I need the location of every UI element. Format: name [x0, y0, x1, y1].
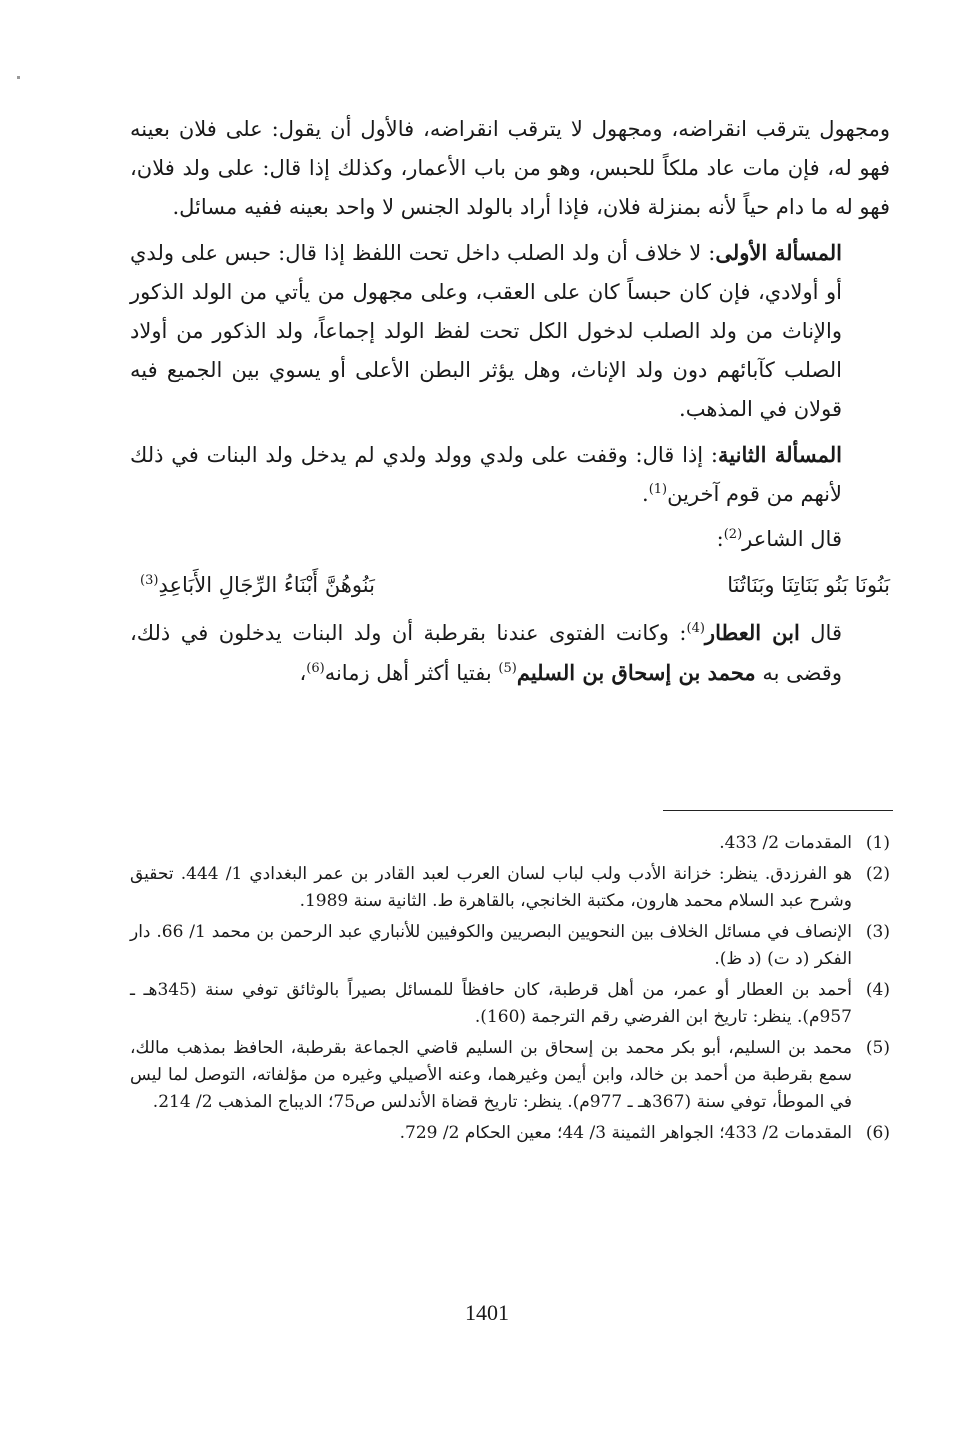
- footnote-separator: [663, 810, 893, 811]
- footnote-ref-6: (6): [306, 661, 325, 676]
- footnote-item: [130, 1035, 890, 1116]
- footnote-ref-1: (1): [648, 482, 668, 497]
- paragraph-3-text: : إذا قال: وقفت على ولدي وولد ولدي لم يدخل ولد البنات في ذلك لأنهم من قوم آخرين: [130, 443, 842, 506]
- footnote-number: (1): [865, 833, 890, 853]
- footnote-item: [130, 919, 890, 973]
- footnote-number: (2): [865, 864, 890, 884]
- main-text: [130, 110, 890, 699]
- poem-verse: [130, 565, 890, 605]
- footnote-ref-2: (2): [723, 527, 743, 542]
- page-number: 1401: [465, 1300, 509, 1325]
- paragraph-5-lead: قال: [799, 621, 842, 645]
- name-ibn-al-attar: ابن العطار: [704, 620, 800, 645]
- paragraph-3: المسألة الثانية: إذا قال: وقفت على ولدي وولد ولدي لم يدخل ولد البنات في ذلك لأنهم من قوم آخرين$^{(1)}$.: [130, 442, 842, 506]
- footnote-ref-3: (3): [140, 573, 159, 588]
- footnote-ref-4: (4): [686, 621, 705, 636]
- name-ibn-al-salim: محمد بن إسحاق بن السليم: [516, 660, 756, 685]
- paragraph-5: قال ابن العطار$^{(4)}$: وكانت الفتوى عندنا بقرطبة أن ولد البنات يدخلون في ذلك، وقضى به محمد بن إسحاق بن السليم$^{(5)}$ بفتيا أكثر أهل زمانه$^{(6)}$،: [130, 620, 842, 685]
- footnote-item: [130, 977, 890, 1031]
- footnote-text: محمد بن السليم، أبو بكر محمد بن إسحاق بن السليم قاضي الجماعة بقرطبة، الحافظ بمذهب مالك، سمع بقرطبة من أحمد بن خالد، وابن أيمن وغيرهما، وعنه الأصيلي وغيره من مؤلفاته، التوصل لما ليس في الموطأ، توفي سنة (367هـ ـ 977م). ينظر: تاريخ قضاة الأندلس ص75؛ الديباج المذهب 2/ 214.: [130, 1038, 852, 1112]
- footnote-text: أحمد بن العطار أو عمر، من أهل قرطبة، كان حافظاً للمسائل بصيراً بالوثائق توفي سنة (345هـ ـ 957م). ينظر: تاريخ ابن الفرضي رقم الترجمة (160).: [130, 980, 852, 1027]
- footnote-text: المقدمات 2/ 433؛ الجواهر الثمينة 3/ 44؛ معين الحكام 2/ 729.: [399, 1123, 852, 1143]
- issue-2-heading: المسألة الثانية: [718, 442, 842, 467]
- footnote-number: (6): [865, 1123, 890, 1143]
- paragraph-1-text: ومجهول يترقب انقراضه، ومجهول لا يترقب انقراضه، فالأول أن يقول: على فلان بعينه فهو له، فإن مات عاد ملكاً للحبس، وهو من باب الأعمار، وكذلك إذا قال: على ولد فلان، فهو له ما دام حياً لأنه بمنزلة فلان، فإذا أراد بالولد الجنس لا واحد بعينه ففيه مسائل.: [130, 117, 890, 219]
- scan-speck: [17, 76, 20, 79]
- footnote-text: هو الفرزدق. ينظر: خزانة الأدب ولب لباب لسان العرب لعبد القادر بن عمر البغدادي 1/ 444. تحقيق وشرح عبد السلام محمد هارون، مكتبة الخانجي، بالقاهرة ط. الثانية سنة 1989.: [130, 864, 852, 911]
- footnote-text: الإنصاف في مسائل الخلاف بين النحويين البصريين والكوفيين للأنباري عبد الرحمن بن محمد 1/ 66. دار الفكر (د ت) (د ظ).: [130, 922, 852, 969]
- footnotes: [130, 830, 890, 1151]
- issue-1-heading: المسألة الأولى: [715, 240, 842, 265]
- poet-intro: قال الشاعر$^{(2)}$:: [716, 527, 842, 551]
- verse-first-hemistich: بَنُونَا بَنُو بَنَاتِنَا وبَنَاتُنَا: [727, 573, 890, 597]
- footnote-number: (3): [865, 922, 890, 942]
- footnote-item: [130, 861, 890, 915]
- verse-second-hemistich-wrap: [140, 565, 375, 605]
- footnote-number: (4): [865, 980, 890, 1000]
- footnote-number: (5): [865, 1038, 890, 1058]
- footnote-item: [130, 830, 890, 857]
- paragraph-5-end: بفتيا أكثر أهل زمانه: [324, 661, 499, 685]
- paragraph-2: [130, 233, 890, 429]
- paragraph-5-mid: : وكانت الفتوى عندنا بقرطبة أن ولد البنات يدخلون في ذلك، وقضى به: [130, 621, 842, 685]
- verse-second-hemistich: بَنُوهُنَّ أَبْنَاءُ الرِّجَالِ الأَبَاعِدِ: [158, 573, 375, 597]
- footnote-item: [130, 1120, 890, 1147]
- paragraph-2-text: : لا خلاف أن ولد الصلب داخل تحت اللفظ إذا قال: حبس على ولدي أو أولادي، فإن كان حبساً كان على العقب، وعلى مجهول من يأتي من الولد الذكور والإناث من ولد الصلب لدخول الكل تحت لفظ الولد إجماعاً، ولد الذكور من أولاد الصلب كآبائهم دون ولد الإناث، وهل يؤثر البطن الأعلى أو يسوي بين الجميع فيه قولان في المذهب.: [130, 241, 842, 421]
- poet-intro-text: قال الشاعر: [742, 527, 842, 551]
- footnote-text: المقدمات 2/ 433.: [719, 833, 852, 853]
- footnote-ref-5: (5): [498, 661, 517, 676]
- paragraph-1: [130, 110, 890, 227]
